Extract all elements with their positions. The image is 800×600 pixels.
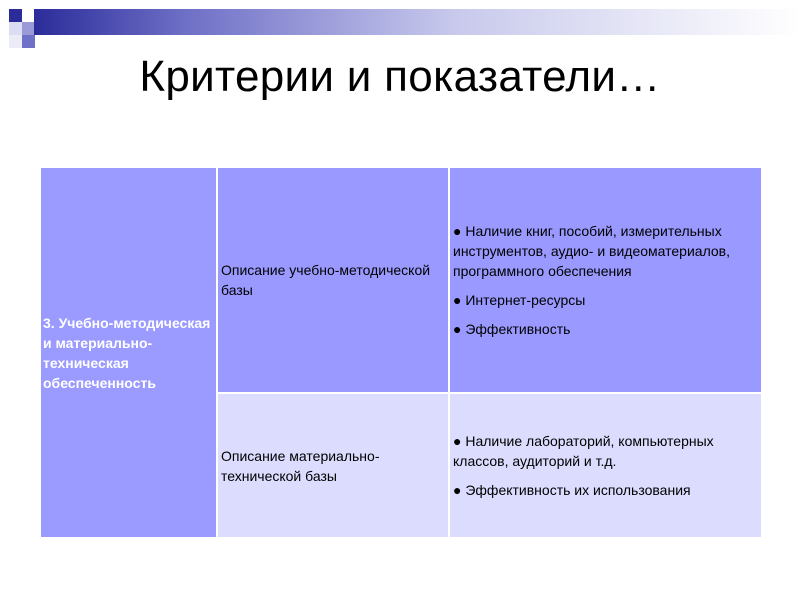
description-text: Описание материально-технической базы (221, 447, 380, 484)
slide-title: Критерии и показатели… (139, 52, 661, 101)
description-cell (218, 394, 448, 537)
table-row (41, 168, 761, 392)
gradient-bar (34, 9, 800, 35)
list-item: ● Эффективность их использования (453, 482, 691, 498)
list-item: ● Интернет-ресурсы (453, 292, 586, 308)
decor-square (9, 35, 22, 48)
decor-square (22, 35, 35, 48)
list-item: ● Наличие книг, пособий, измерительных инструментов, аудио- и видеоматериалов, программного обеспечения (453, 223, 731, 279)
description-cell (218, 168, 448, 392)
indicators-cell (450, 394, 761, 537)
decor-square (9, 9, 22, 22)
description-text: Описание учебно-методической базы (221, 262, 431, 298)
list-item: ● Наличие лабораторий, компьютерных классов, аудиторий и т.д. (453, 433, 714, 469)
criteria-table (39, 166, 763, 539)
criterion-cell: 3. Учебно-методическая и материально-техническая обеспеченность (41, 168, 216, 537)
decor-square (9, 22, 22, 35)
list-item: ● Эффективность (453, 321, 571, 337)
indicators-cell (450, 168, 761, 392)
